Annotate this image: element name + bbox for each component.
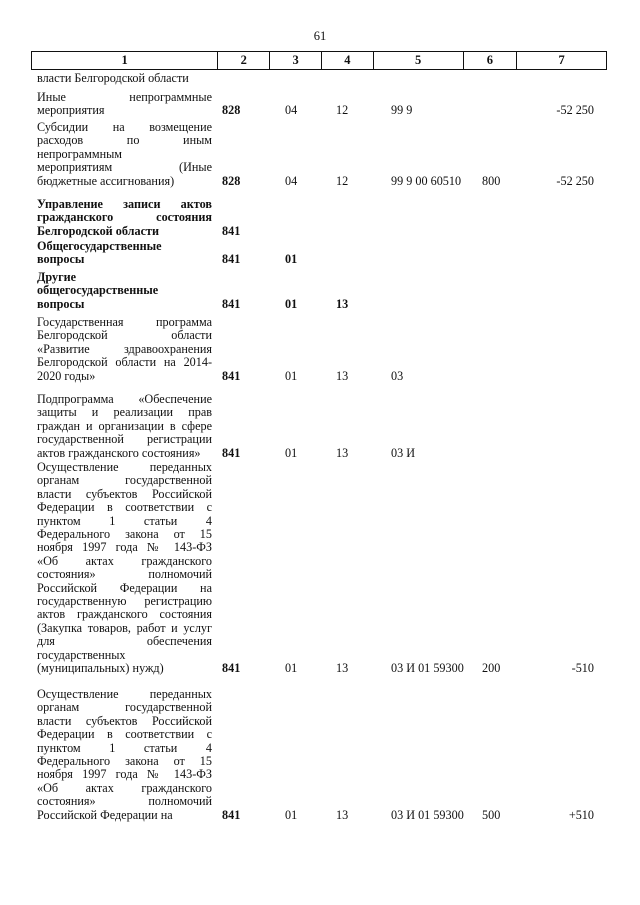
- description-line: общегосударственные: [37, 283, 159, 298]
- header-col-6: 6: [464, 52, 518, 69]
- row-description: [37, 198, 212, 238]
- description-line: органам государственной: [37, 700, 212, 715]
- row-expense-type: 500: [482, 807, 501, 822]
- description-line: вопросы: [37, 252, 85, 267]
- description-line: граждан и организации в сфере: [37, 418, 212, 433]
- description-line: бюджетные ассигнования): [37, 173, 175, 188]
- row-description: [37, 271, 212, 311]
- table-row: [31, 271, 607, 311]
- description-line: Федерального закона от 15: [37, 754, 212, 769]
- description-line: 2020 годы»: [37, 368, 96, 383]
- row-admin-code: 828: [222, 173, 241, 188]
- row-admin-code: 828: [222, 103, 241, 118]
- description-line: актов гражданского состояния»: [37, 445, 201, 460]
- row-description: [37, 121, 212, 188]
- description-line: государственной регистрации: [37, 432, 212, 447]
- description-line: государственных: [37, 647, 126, 662]
- description-line: Федерации в соответствии с: [37, 727, 212, 742]
- description-line: (муниципальных) нужд): [37, 661, 164, 676]
- description-line: Федерации в соответствии с: [37, 500, 212, 515]
- row-description: [37, 688, 212, 822]
- row-section: 01: [285, 368, 298, 383]
- row-section: 01: [285, 445, 298, 460]
- row-section: 01: [285, 296, 298, 311]
- description-line: Осуществление переданных: [37, 687, 212, 701]
- description-line: вопросы: [37, 296, 85, 311]
- description-line: Белгородской области на 2014-: [37, 355, 212, 370]
- row-amount: -52 250: [556, 103, 594, 118]
- header-col-1: 1: [32, 52, 218, 69]
- row-amount: -510: [571, 661, 594, 675]
- description-line: «Об актах гражданского: [37, 780, 212, 795]
- row-admin-code: 841: [222, 661, 241, 675]
- row-section: 01: [285, 252, 298, 267]
- description-line: состояния» полномочий: [37, 567, 212, 582]
- row-target-article: 03 И: [391, 445, 416, 460]
- row-section: 04: [285, 103, 298, 118]
- description-line: Белгородской области: [37, 328, 212, 343]
- table-row: [31, 316, 607, 383]
- description-line: мероприятиям (Иные: [37, 160, 212, 175]
- description-line: (Закупка товаров, работ и услуг: [37, 620, 212, 635]
- description-line: непрограммным: [37, 146, 122, 161]
- description-line: Управление записи актов: [37, 197, 212, 211]
- description-line: «Об актах гражданского: [37, 553, 212, 568]
- row-subsection: 13: [336, 368, 349, 383]
- table-row: [31, 688, 607, 822]
- row-description: [37, 91, 212, 118]
- row-target-article: 03: [391, 368, 404, 383]
- row-admin-code: 841: [222, 445, 241, 460]
- table-row: [31, 393, 607, 460]
- description-line: состояния» полномочий: [37, 794, 212, 809]
- description-line: Государственная программа: [37, 315, 212, 329]
- row-subsection: 13: [336, 661, 349, 675]
- row-expense-type: 200: [482, 661, 501, 675]
- row-description: [37, 240, 212, 267]
- row-admin-code: 841: [222, 223, 241, 238]
- row-subsection: 12: [336, 103, 349, 118]
- row-description: [37, 316, 212, 383]
- row-admin-code: 841: [222, 368, 241, 383]
- row-amount: -52 250: [556, 173, 594, 188]
- table-row: [31, 461, 607, 675]
- description-line: власти субъектов Российской: [37, 486, 212, 501]
- header-col-4: 4: [322, 52, 374, 69]
- row-expense-type: 800: [482, 173, 501, 188]
- row-target-article: 99 9: [391, 103, 413, 118]
- row-admin-code: 841: [222, 296, 241, 311]
- row-section: 01: [285, 661, 298, 675]
- description-line: ноября 1997 года № 143-ФЗ: [37, 767, 212, 782]
- description-line: власти Белгородской области: [37, 71, 189, 85]
- row-description: [37, 72, 212, 85]
- description-line: защиты и реализации прав: [37, 405, 212, 420]
- description-line: Иные непрограммные: [37, 90, 212, 104]
- description-line: актов гражданского состояния: [37, 607, 212, 622]
- description-line: власти субъектов Российской: [37, 713, 212, 728]
- description-line: пунктом 1 статьи 4: [37, 740, 212, 755]
- row-subsection: 13: [336, 445, 349, 460]
- row-subsection: 12: [336, 173, 349, 188]
- row-target-article: 99 9 00 60510: [391, 173, 462, 188]
- row-section: 01: [285, 807, 298, 822]
- header-col-5: 5: [374, 52, 464, 69]
- row-amount: +510: [568, 807, 594, 822]
- description-line: Другие: [37, 270, 77, 284]
- table-row: [31, 198, 607, 238]
- row-target-article: 03 И 01 59300: [391, 661, 464, 675]
- description-line: Российской Федерации на: [37, 807, 173, 822]
- description-line: Осуществление переданных: [37, 460, 212, 474]
- row-description: [37, 393, 212, 460]
- description-line: Белгородской области: [37, 223, 159, 238]
- description-line: Субсидии на возмещение: [37, 120, 212, 134]
- row-admin-code: 841: [222, 252, 241, 267]
- description-line: гражданского состояния: [37, 210, 212, 225]
- row-subsection: 13: [336, 296, 349, 311]
- description-line: органам государственной: [37, 473, 212, 488]
- description-line: государственную регистрацию: [37, 594, 212, 609]
- row-target-article: 03 И 01 59300: [391, 807, 464, 822]
- description-line: «Развитие здравоохранения: [37, 341, 212, 356]
- description-line: расходов по иным: [37, 133, 212, 148]
- row-admin-code: 841: [222, 807, 241, 822]
- description-line: ноября 1997 года № 143-ФЗ: [37, 540, 212, 555]
- row-subsection: 13: [336, 807, 349, 822]
- header-col-3: 3: [270, 52, 322, 69]
- description-line: для обеспечения: [37, 634, 212, 649]
- page-number: 61: [313, 29, 327, 43]
- header-col-2: 2: [218, 52, 270, 69]
- description-line: Подпрограмма «Обеспечение: [37, 392, 212, 406]
- header-col-7: 7: [558, 53, 565, 67]
- row-description: [37, 461, 212, 676]
- description-line: Общегосударственные: [37, 239, 162, 253]
- row-section: 04: [285, 173, 298, 188]
- description-line: пунктом 1 статьи 4: [37, 513, 212, 528]
- description-line: мероприятия: [37, 103, 105, 118]
- description-line: Российской Федерации на: [37, 580, 212, 595]
- table-row: [31, 72, 607, 85]
- description-line: Федерального закона от 15: [37, 527, 212, 542]
- table-row: [31, 240, 607, 267]
- table-row: [31, 91, 607, 118]
- table-header: [31, 51, 607, 70]
- table-row: [31, 121, 607, 188]
